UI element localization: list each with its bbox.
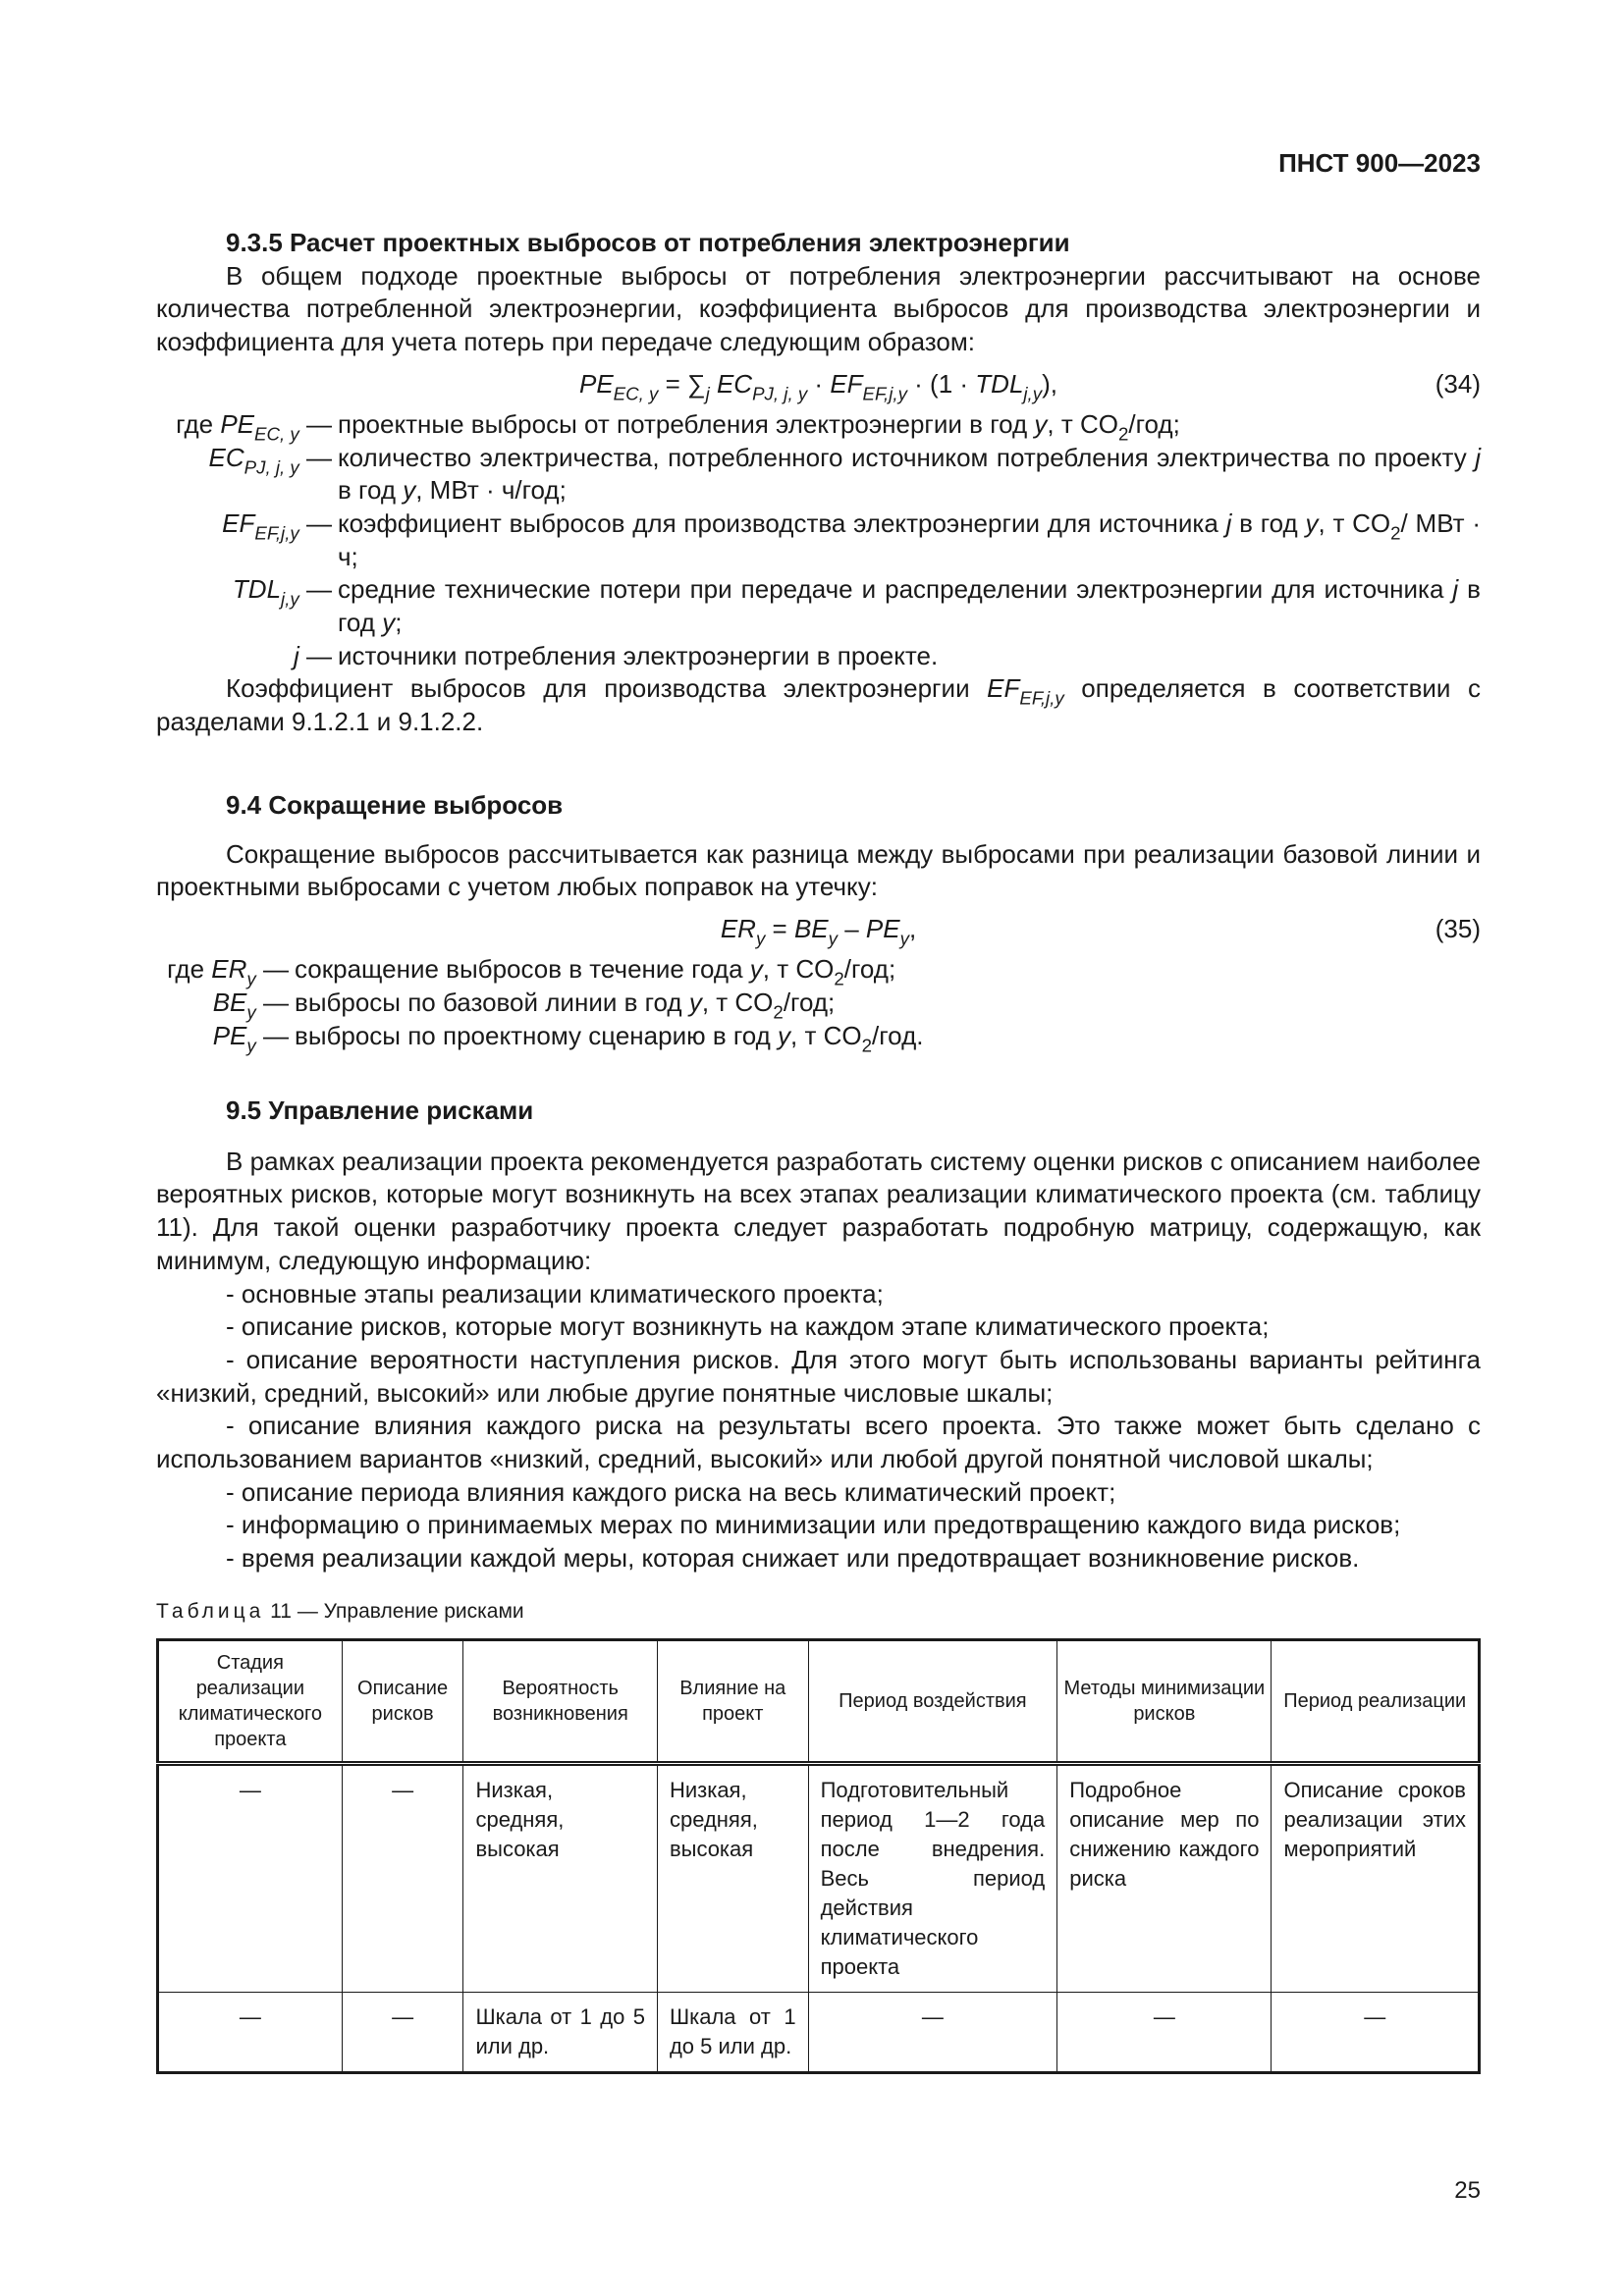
- text-segment: —: [255, 1020, 289, 1050]
- text-segment: EC, y: [254, 423, 299, 445]
- text-segment: y: [688, 987, 702, 1017]
- text-segment: = ∑: [658, 368, 706, 399]
- table-row: [158, 1764, 1480, 1993]
- text-segment: y: [403, 475, 416, 506]
- text-segment: j: [1475, 442, 1481, 472]
- risk-management-table: [156, 1638, 1481, 2074]
- column-header: Описание рисков: [342, 1640, 463, 1764]
- list-item: - время реализации каждой меры, которая снижает или предотвращает возникновение рисков.: [226, 1543, 1360, 1574]
- table-cell: Низкая, средняя, высокая: [657, 1764, 808, 1993]
- section-title: 9.5 Управление рисками: [226, 1095, 534, 1125]
- paragraph: Сокращение выбросов рассчитывается как разница между выбросами при реализации базовой линии и проектными выбросами с учетом любых поправок на утечку:: [156, 838, 1481, 902]
- text-segment: в год: [338, 574, 1481, 638]
- definition-text: [295, 953, 1481, 987]
- text-segment: выбросы по базовой линии в год: [295, 987, 689, 1017]
- text-segment: 2: [861, 1035, 873, 1055]
- text-segment: ·: [807, 368, 831, 399]
- text-segment: сокращение выбросов в течение года: [295, 954, 750, 985]
- text-segment: PJ, j, y: [244, 456, 299, 477]
- table-header-row: [158, 1640, 1480, 1764]
- definition-term: [156, 987, 295, 1023]
- text-segment: ;: [395, 608, 403, 638]
- formula-number: (34): [1435, 368, 1481, 399]
- formula-expression: [156, 904, 1481, 953]
- definition-text: [338, 408, 1481, 445]
- text-segment: EC: [709, 368, 753, 399]
- formula-expression: [156, 359, 1481, 408]
- section-9-4: [156, 789, 1481, 1055]
- definition-text: [295, 1020, 1481, 1053]
- text-segment: EC, y: [613, 383, 659, 404]
- text-segment: —: [298, 507, 332, 538]
- caption-label: Таблица: [156, 1600, 265, 1623]
- section-title: 9.3.5 Расчет проектных выбросов от потребления электроэнергии: [226, 228, 1070, 257]
- definition-term: [156, 507, 338, 573]
- text-segment: Коэффициент выбросов для производства электроэнергии: [226, 673, 988, 704]
- text-segment: j: [705, 383, 710, 404]
- definition-text: [338, 507, 1481, 573]
- section-title: 9.4 Сокращение выбросов: [226, 790, 564, 820]
- text-segment: EF,j,y: [1019, 687, 1064, 709]
- table-cell: Подготовительный период 1—2 года после внедрения. Весь период действия климатического проекта: [808, 1764, 1057, 1993]
- text-segment: · (1 ·: [906, 368, 976, 399]
- table-cell: —: [808, 1993, 1057, 2073]
- text-segment: y: [246, 1001, 256, 1023]
- text-segment: , т CO: [1047, 408, 1118, 439]
- text-segment: , т CO: [790, 1020, 862, 1050]
- text-segment: =: [765, 914, 794, 944]
- text-segment: EF,j,y: [862, 383, 907, 404]
- text-segment: проектные выбросы от потребления электроэнергии в год: [338, 408, 1035, 439]
- text-segment: , МВт · ч/год;: [415, 475, 567, 506]
- text-segment: определяется в соответствии с разделами 9.1.2.1 и 9.1.2.2.: [156, 673, 1481, 737]
- text-segment: EF: [222, 507, 255, 538]
- text-segment: , т CO: [762, 954, 835, 985]
- text-segment: 2: [773, 1001, 784, 1023]
- text-segment: —: [255, 954, 289, 985]
- text-segment: PE: [220, 408, 255, 439]
- table-cell: —: [1057, 1993, 1272, 2073]
- text-segment: j,y: [1023, 383, 1043, 404]
- formula-number: (35): [1435, 914, 1481, 944]
- text-segment: PE: [865, 914, 900, 944]
- list-item: - описание вероятности наступления рисков. Для этого могут быть использованы варианты рейтинга «низкий, средний, высокий» или любые другие понятные числовые шкалы;: [156, 1344, 1481, 1408]
- text-segment: y: [382, 608, 396, 638]
- text-segment: BE: [212, 987, 247, 1017]
- text-segment: —: [298, 640, 332, 670]
- text-segment: где: [176, 408, 221, 439]
- section-9-3-5: [156, 227, 1481, 739]
- text-segment: ER: [720, 914, 756, 944]
- table-caption: [156, 1595, 1481, 1629]
- page-number: 25: [1454, 2177, 1481, 2204]
- formula-34: [156, 359, 1481, 408]
- text-segment: EC: [208, 442, 244, 472]
- text-segment: 2: [1118, 423, 1129, 445]
- text-segment: ER: [211, 954, 247, 985]
- text-segment: j: [293, 640, 299, 670]
- definition-term: [156, 408, 338, 445]
- text-segment: —: [298, 574, 332, 605]
- table-cell: —: [1272, 1993, 1480, 2073]
- text-segment: y: [1034, 408, 1048, 439]
- text-segment: PJ, j, y: [752, 383, 808, 404]
- text-segment: где: [167, 954, 212, 985]
- table-cell: Шкала от 1 до 5 или др.: [463, 1993, 658, 2073]
- paragraph: В рамках реализации проекта рекомендуется разработать систему оценки рисков с описанием наиболее вероятных рисков, которые могут возникнуть на всех этапах реализации климатического проекта (см. таблицу 11). Для такой оценки разработчику проекта следует разработать подробную матрицу, содержащую, как минимум, следующую информацию:: [156, 1146, 1481, 1275]
- caption-text: 11 — Управление рисками: [264, 1600, 524, 1623]
- text-segment: /год.: [872, 1020, 924, 1050]
- table-cell: Описание сроков реализации этих мероприятий: [1272, 1764, 1480, 1993]
- text-segment: —: [255, 987, 289, 1017]
- text-segment: EF,j,y: [254, 522, 299, 544]
- text-segment: / МВт · ч;: [338, 507, 1482, 571]
- table-cell: Подробное описание мер по снижению каждого риска: [1057, 1764, 1272, 1993]
- definition-text: [295, 987, 1481, 1023]
- text-segment: —: [298, 408, 332, 439]
- text-segment: y: [246, 1035, 256, 1055]
- text-segment: 2: [1390, 522, 1401, 544]
- text-segment: , т CO: [701, 987, 774, 1017]
- text-segment: TDL: [975, 368, 1024, 399]
- document-id-header: ПНСТ 900—2023: [1278, 148, 1481, 178]
- text-segment: коэффициент выбросов для производства электроэнергии для источника: [338, 507, 1226, 538]
- table-cell: Шкала от 1 до 5 или др.: [657, 1993, 808, 2073]
- text-segment: y: [246, 968, 256, 989]
- definition-term: [156, 1020, 295, 1053]
- text-segment: , т CO: [1318, 507, 1391, 538]
- formula-35: [156, 904, 1481, 953]
- text-segment: j,y: [281, 588, 299, 610]
- table-row: [158, 1993, 1480, 2073]
- column-header: Период реализации: [1272, 1640, 1480, 1764]
- text-segment: ),: [1042, 368, 1058, 399]
- column-header: Методы минимизации рисков: [1057, 1640, 1272, 1764]
- definitions-list: [156, 408, 1481, 673]
- definition-text: [338, 573, 1481, 639]
- text-segment: y: [749, 954, 763, 985]
- table-cell: —: [342, 1993, 463, 2073]
- text-segment: j: [1225, 507, 1232, 538]
- text-segment: y: [778, 1020, 791, 1050]
- text-segment: /год;: [783, 987, 836, 1017]
- definition-text: [338, 442, 1481, 507]
- list-item: - информацию о принимаемых мерах по минимизации или предотвращению каждого вида рисков;: [226, 1510, 1401, 1540]
- text-segment: /год;: [1128, 408, 1180, 439]
- list-item: - описание периода влияния каждого риска на весь климатический проект;: [226, 1476, 1116, 1507]
- text-segment: y: [1305, 507, 1319, 538]
- definition-term: [156, 640, 338, 673]
- table-cell: —: [158, 1993, 343, 2073]
- column-header: Период воздействия: [808, 1640, 1057, 1764]
- text-segment: –: [837, 914, 866, 944]
- text-segment: j: [1452, 574, 1459, 605]
- definition-term: [156, 442, 338, 507]
- section-9-5: [156, 1095, 1481, 1575]
- text-segment: PE: [212, 1020, 247, 1050]
- list-item: - описание рисков, которые могут возникнуть на каждом этапе климатического проекта;: [226, 1311, 1270, 1342]
- paragraph: [156, 672, 1481, 738]
- text-segment: —: [298, 442, 332, 472]
- text-segment: 2: [834, 968, 844, 989]
- list-item: - основные этапы реализации климатического проекта;: [226, 1278, 884, 1308]
- text-segment: PE: [578, 368, 614, 399]
- text-segment: ,: [908, 914, 917, 944]
- text-segment: средние технические потери при передаче и распределении электроэнергии для источника: [338, 574, 1453, 605]
- column-header: Вероятность возникновения: [463, 1640, 658, 1764]
- column-header: Влияние на проект: [657, 1640, 808, 1764]
- text-segment: источники потребления электроэнергии в проекте.: [338, 640, 939, 670]
- definition-term: [156, 573, 338, 639]
- column-header: Стадия реализации климатического проекта: [158, 1640, 343, 1764]
- definitions-list: [156, 953, 1481, 1055]
- text-segment: BE: [793, 914, 829, 944]
- paragraph: В общем подходе проектные выбросы от потребления электроэнергии рассчитывают на основе количества потребленной электроэнергии, коэффициента выбросов для производства электроэнергии и коэффициента для учета потерь при передаче следующим образом:: [156, 260, 1481, 357]
- text-segment: в год: [338, 475, 404, 506]
- bullet-list: [156, 1278, 1481, 1575]
- text-segment: TDL: [232, 574, 282, 605]
- text-segment: выбросы по проектному сценарию в год: [295, 1020, 779, 1050]
- text-segment: y: [755, 928, 766, 949]
- text-segment: EF: [830, 368, 863, 399]
- table-cell: Низкая, средняя, высокая: [463, 1764, 658, 1993]
- table-cell: —: [158, 1764, 343, 1993]
- text-segment: /год;: [843, 954, 896, 985]
- list-item: - описание влияния каждого риска на результаты всего проекта. Это также может быть сделано с использованием вариантов «низкий, средний, высокий» или любой другой понятной числовой шкалы;: [156, 1411, 1481, 1474]
- table-cell: —: [342, 1764, 463, 1993]
- definition-text: [338, 640, 1481, 673]
- text-segment: количество электричества, потребленного источником потребления электричества по проекту: [338, 442, 1476, 472]
- text-segment: y: [828, 928, 838, 949]
- text-segment: y: [899, 928, 909, 949]
- text-segment: в год: [1231, 507, 1306, 538]
- text-segment: EF: [987, 673, 1020, 704]
- definition-term: [156, 953, 295, 987]
